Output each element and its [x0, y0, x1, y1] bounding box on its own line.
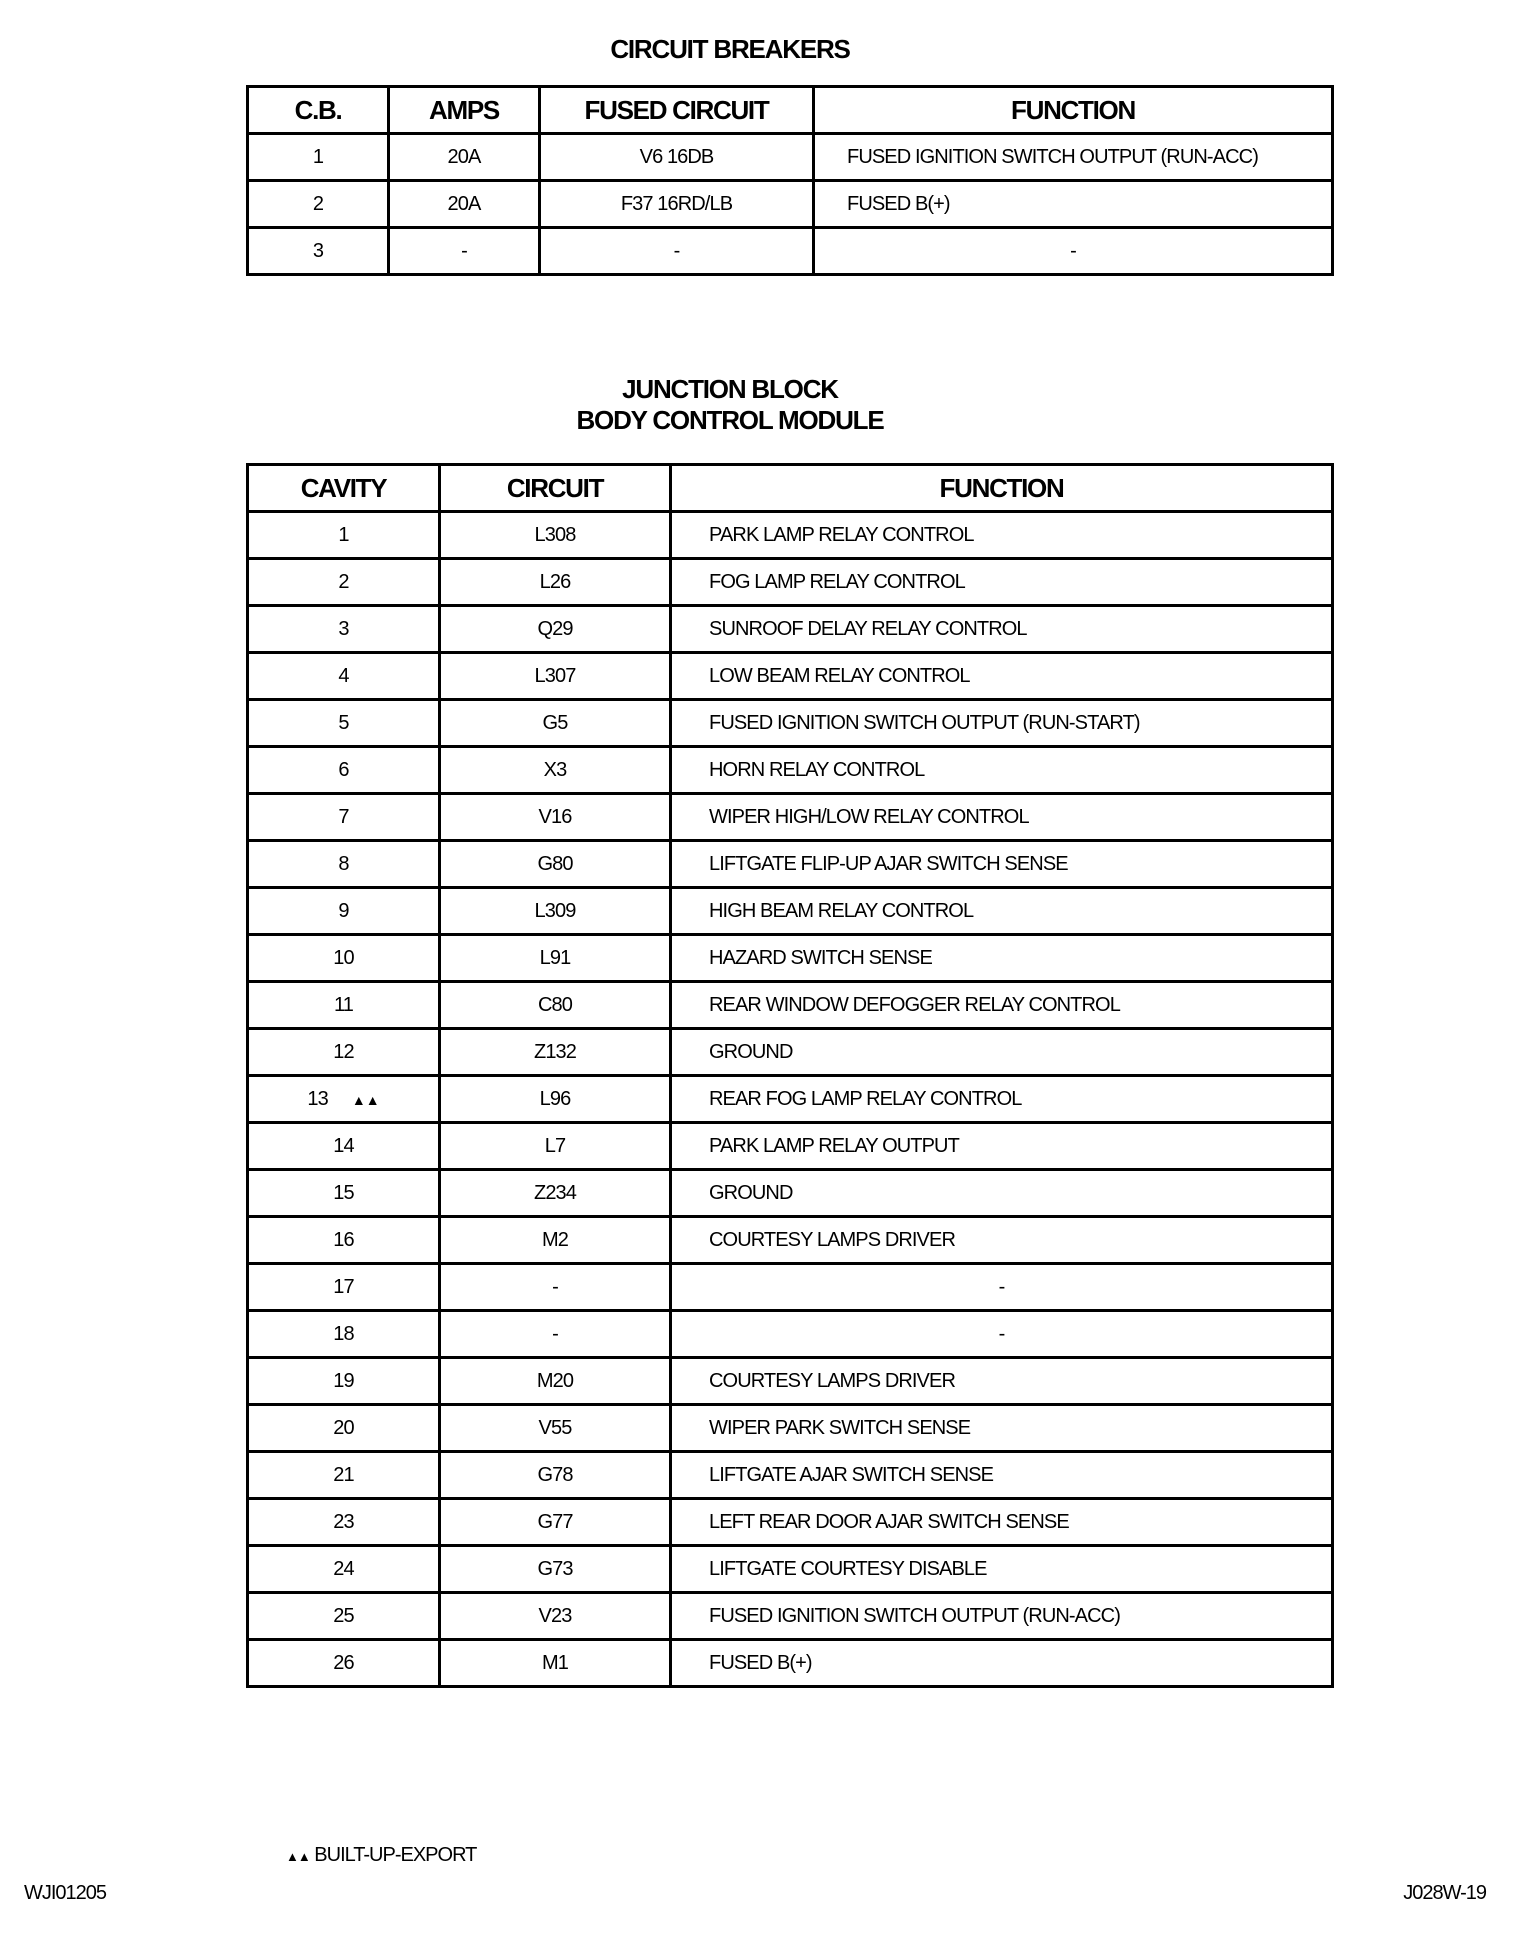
- cb-number-cell: 1: [248, 134, 389, 181]
- circuit-cell: Z132: [440, 1029, 671, 1076]
- column-header: FUNCTION: [671, 465, 1333, 512]
- amps-cell: 20A: [389, 181, 540, 228]
- footnote-text: BUILT-UP-EXPORT: [314, 1844, 477, 1866]
- cavity-cell: [248, 1217, 440, 1264]
- table-row: [248, 228, 1333, 275]
- amps-cell: -: [389, 228, 540, 275]
- figure-code-left: WJI01205: [24, 1882, 107, 1904]
- cavity-number: 18: [333, 1322, 354, 1345]
- cavity-number: 23: [333, 1510, 354, 1533]
- column-header: CAVITY: [248, 465, 440, 512]
- table-row: [248, 653, 1333, 700]
- circuit-breakers-table: [246, 85, 1334, 276]
- function-cell: COURTESY LAMPS DRIVER: [671, 1358, 1333, 1405]
- cavity-number: 16: [333, 1228, 354, 1251]
- function-cell: GROUND: [671, 1170, 1333, 1217]
- function-cell: GROUND: [671, 1029, 1333, 1076]
- footnote: [286, 1844, 476, 1867]
- table-row: [248, 606, 1333, 653]
- circuit-cell: L309: [440, 888, 671, 935]
- function-cell: SUNROOF DELAY RELAY CONTROL: [671, 606, 1333, 653]
- fused-circuit-cell: -: [540, 228, 814, 275]
- built-up-export-marker-icon: ▲▲: [351, 1091, 380, 1108]
- circuit-cell: Z234: [440, 1170, 671, 1217]
- cavity-cell: [248, 1170, 440, 1217]
- function-cell: HAZARD SWITCH SENSE: [671, 935, 1333, 982]
- cavity-cell: [248, 1311, 440, 1358]
- function-cell: -: [671, 1311, 1333, 1358]
- cavity-number: 24: [333, 1557, 354, 1580]
- function-cell: HIGH BEAM RELAY CONTROL: [671, 888, 1333, 935]
- table-header-row: [248, 465, 1333, 512]
- table-row: [248, 1546, 1333, 1593]
- cavity-cell: [248, 512, 440, 559]
- function-cell: FUSED IGNITION SWITCH OUTPUT (RUN-START): [671, 700, 1333, 747]
- cavity-cell: [248, 747, 440, 794]
- circuit-breakers-title: CIRCUIT BREAKERS: [610, 34, 850, 64]
- circuit-cell: V55: [440, 1405, 671, 1452]
- cavity-number: 2: [338, 570, 349, 593]
- cavity-cell: [248, 1640, 440, 1687]
- circuit-cell: -: [440, 1311, 671, 1358]
- built-up-export-marker-icon: ▲▲: [286, 1849, 310, 1864]
- column-header: C.B.: [248, 87, 389, 134]
- circuit-cell: V23: [440, 1593, 671, 1640]
- circuit-cell: L91: [440, 935, 671, 982]
- column-header: AMPS: [389, 87, 540, 134]
- cavity-cell: [248, 700, 440, 747]
- table-row: [248, 1405, 1333, 1452]
- cavity-cell: [248, 1123, 440, 1170]
- circuit-cell: G80: [440, 841, 671, 888]
- circuit-cell: G73: [440, 1546, 671, 1593]
- cavity-number: 6: [338, 758, 349, 781]
- table-row: [248, 1499, 1333, 1546]
- column-header: FUSED CIRCUIT: [540, 87, 814, 134]
- table-row: [248, 1029, 1333, 1076]
- table-row: [248, 1640, 1333, 1687]
- table-row: [248, 1076, 1333, 1123]
- circuit-cell: L307: [440, 653, 671, 700]
- cavity-cell: [248, 1499, 440, 1546]
- cavity-number: 20: [333, 1416, 354, 1439]
- cavity-cell: [248, 888, 440, 935]
- table-row: [248, 794, 1333, 841]
- table-row: [248, 700, 1333, 747]
- circuit-cell: G78: [440, 1452, 671, 1499]
- cavity-cell: [248, 1593, 440, 1640]
- table-row: [248, 1593, 1333, 1640]
- function-cell: -: [671, 1264, 1333, 1311]
- cavity-cell: [248, 841, 440, 888]
- circuit-cell: M2: [440, 1217, 671, 1264]
- cavity-number: 1: [338, 523, 349, 546]
- circuit-cell: L7: [440, 1123, 671, 1170]
- cavity-cell: [248, 1405, 440, 1452]
- function-cell: FUSED B(+): [814, 181, 1333, 228]
- cavity-cell: [248, 935, 440, 982]
- table-row: [248, 888, 1333, 935]
- cb-number-cell: 2: [248, 181, 389, 228]
- amps-cell: 20A: [389, 134, 540, 181]
- circuit-cell: G77: [440, 1499, 671, 1546]
- table-row: [248, 1452, 1333, 1499]
- circuit-cell: L96: [440, 1076, 671, 1123]
- table-row: [248, 982, 1333, 1029]
- function-cell: -: [814, 228, 1333, 275]
- table-row: [248, 1311, 1333, 1358]
- circuit-cell: G5: [440, 700, 671, 747]
- cavity-cell: [248, 1358, 440, 1405]
- function-cell: WIPER PARK SWITCH SENSE: [671, 1405, 1333, 1452]
- circuit-cell: M1: [440, 1640, 671, 1687]
- function-cell: LEFT REAR DOOR AJAR SWITCH SENSE: [671, 1499, 1333, 1546]
- table-row: [248, 747, 1333, 794]
- circuit-cell: M20: [440, 1358, 671, 1405]
- cavity-cell: [248, 1546, 440, 1593]
- cavity-number: 3: [338, 617, 349, 640]
- cavity-cell: [248, 1076, 440, 1123]
- junction-block-title: JUNCTION BLOCK: [622, 374, 838, 404]
- table-row: [248, 512, 1333, 559]
- cavity-cell: [248, 1264, 440, 1311]
- table-row: [248, 134, 1333, 181]
- table-row: [248, 1264, 1333, 1311]
- column-header: FUNCTION: [814, 87, 1333, 134]
- figure-code-right: J028W-19: [1403, 1882, 1486, 1904]
- cavity-number: 4: [338, 664, 349, 687]
- cavity-cell: [248, 1452, 440, 1499]
- circuit-cell: Q29: [440, 606, 671, 653]
- cavity-number: 10: [333, 946, 354, 969]
- table-header-row: [248, 87, 1333, 134]
- cavity-number: 15: [333, 1181, 354, 1204]
- cavity-number: 25: [333, 1604, 354, 1627]
- function-cell: COURTESY LAMPS DRIVER: [671, 1217, 1333, 1264]
- circuit-cell: V16: [440, 794, 671, 841]
- function-cell: REAR WINDOW DEFOGGER RELAY CONTROL: [671, 982, 1333, 1029]
- cavity-cell: [248, 982, 440, 1029]
- fused-circuit-cell: V6 16DB: [540, 134, 814, 181]
- table-row: [248, 181, 1333, 228]
- cavity-cell: [248, 606, 440, 653]
- cavity-number: 14: [333, 1134, 354, 1157]
- table-row: [248, 1123, 1333, 1170]
- cavity-number: 12: [333, 1040, 354, 1063]
- cavity-number: 21: [333, 1463, 354, 1486]
- function-cell: WIPER HIGH/LOW RELAY CONTROL: [671, 794, 1333, 841]
- table-row: [248, 1170, 1333, 1217]
- function-cell: FUSED IGNITION SWITCH OUTPUT (RUN-ACC): [814, 134, 1333, 181]
- function-cell: FOG LAMP RELAY CONTROL: [671, 559, 1333, 606]
- cavity-number: 17: [333, 1275, 354, 1298]
- cavity-number: 26: [333, 1651, 354, 1674]
- table-row: [248, 841, 1333, 888]
- cavity-number: 11: [334, 993, 353, 1016]
- function-cell: PARK LAMP RELAY CONTROL: [671, 512, 1333, 559]
- cavity-number: 19: [333, 1369, 354, 1392]
- cavity-cell: [248, 653, 440, 700]
- cavity-number: 7: [338, 805, 349, 828]
- fused-circuit-cell: F37 16RD/LB: [540, 181, 814, 228]
- function-cell: LIFTGATE AJAR SWITCH SENSE: [671, 1452, 1333, 1499]
- cavity-number: 13: [307, 1087, 328, 1110]
- circuit-cell: X3: [440, 747, 671, 794]
- function-cell: FUSED B(+): [671, 1640, 1333, 1687]
- table-row: [248, 1217, 1333, 1264]
- function-cell: PARK LAMP RELAY OUTPUT: [671, 1123, 1333, 1170]
- cavity-number: 8: [338, 852, 349, 875]
- cavity-cell: [248, 559, 440, 606]
- function-cell: LOW BEAM RELAY CONTROL: [671, 653, 1333, 700]
- cavity-number: 5: [338, 711, 349, 734]
- function-cell: FUSED IGNITION SWITCH OUTPUT (RUN-ACC): [671, 1593, 1333, 1640]
- circuit-cell: L26: [440, 559, 671, 606]
- circuit-cell: L308: [440, 512, 671, 559]
- table-row: [248, 935, 1333, 982]
- function-cell: HORN RELAY CONTROL: [671, 747, 1333, 794]
- function-cell: REAR FOG LAMP RELAY CONTROL: [671, 1076, 1333, 1123]
- function-cell: LIFTGATE COURTESY DISABLE: [671, 1546, 1333, 1593]
- cb-number-cell: 3: [248, 228, 389, 275]
- table-row: [248, 1358, 1333, 1405]
- column-header: CIRCUIT: [440, 465, 671, 512]
- circuit-cell: -: [440, 1264, 671, 1311]
- junction-block-table: [246, 463, 1334, 1688]
- cavity-cell: [248, 794, 440, 841]
- cavity-cell: [248, 1029, 440, 1076]
- function-cell: LIFTGATE FLIP-UP AJAR SWITCH SENSE: [671, 841, 1333, 888]
- body-control-module-title: BODY CONTROL MODULE: [576, 405, 884, 435]
- cavity-number: 9: [338, 899, 349, 922]
- table-row: [248, 559, 1333, 606]
- circuit-cell: C80: [440, 982, 671, 1029]
